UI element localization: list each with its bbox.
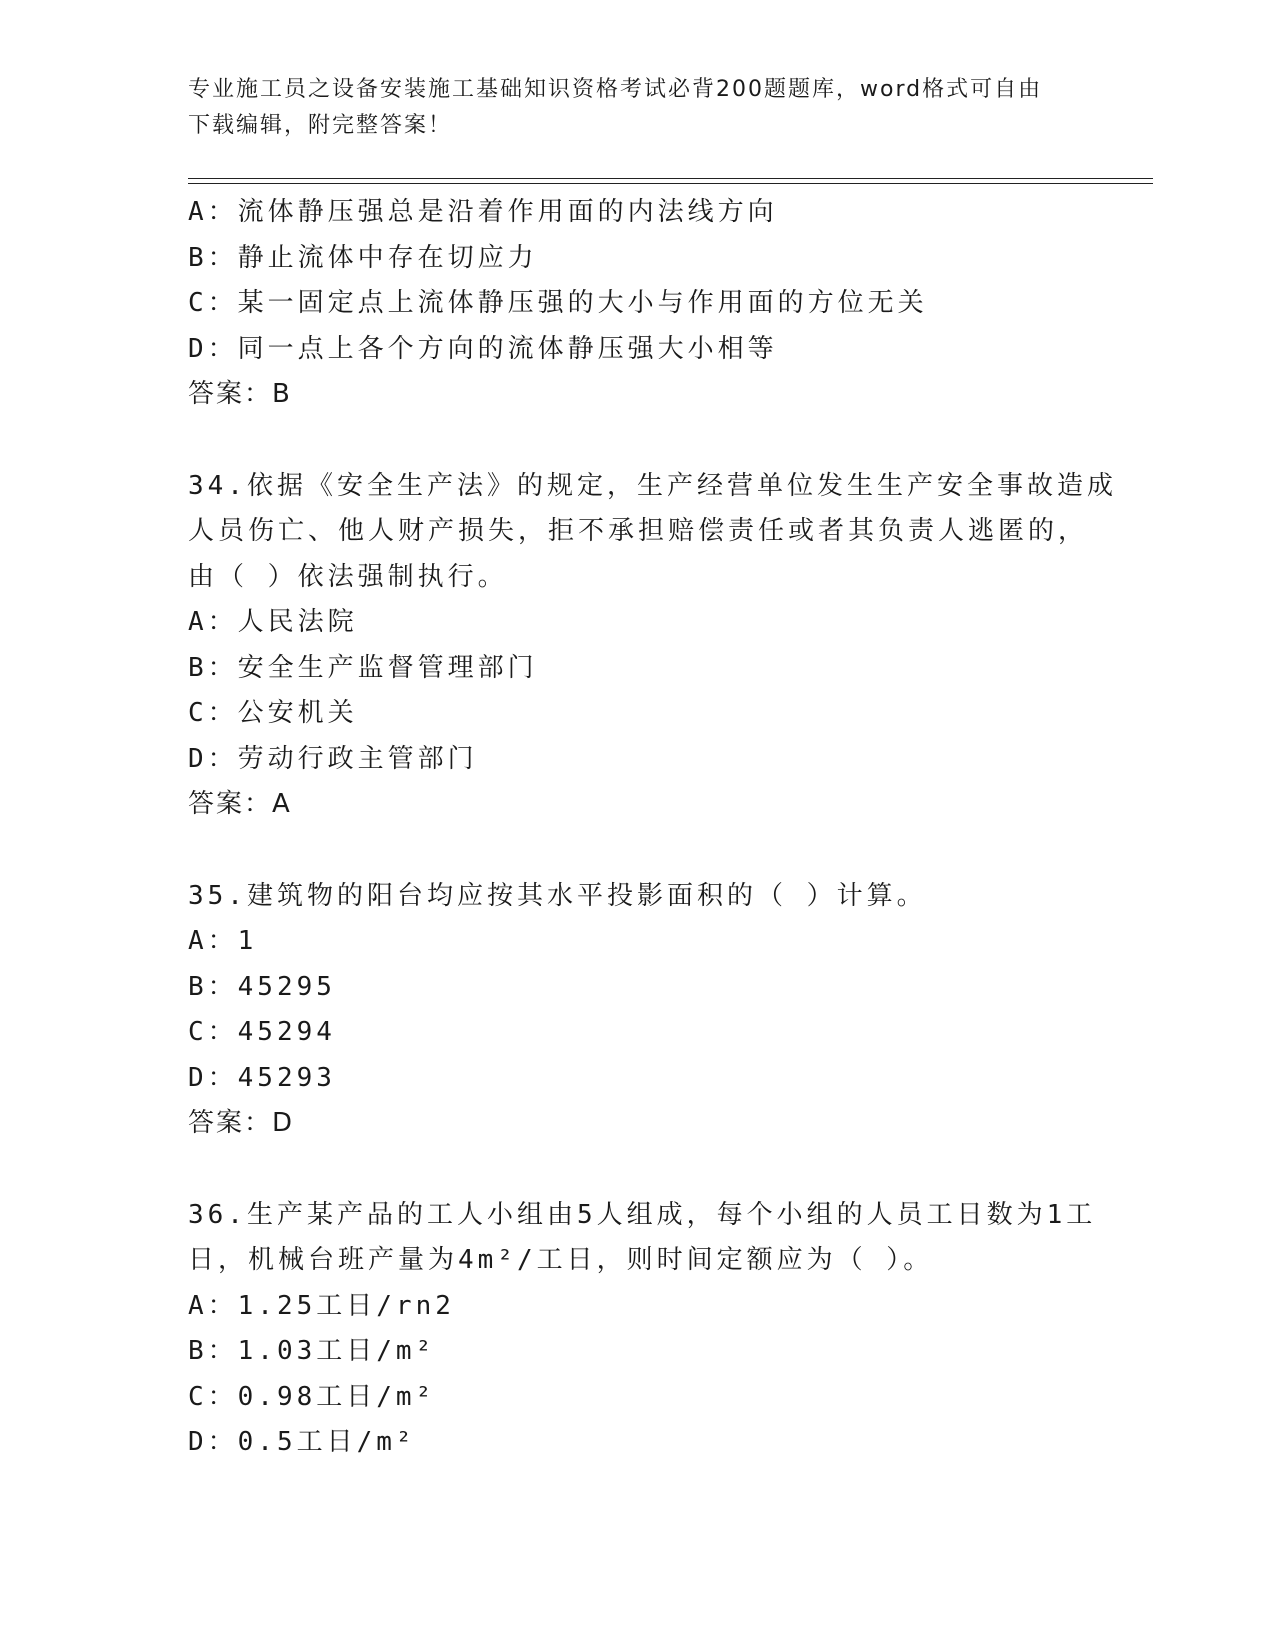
question-35	[188, 874, 1088, 1147]
option-d: D：45293	[188, 1062, 336, 1093]
option-b: B：1.03工日/m²	[188, 1336, 436, 1366]
question-34	[188, 464, 1117, 828]
option-c: C：公安机关	[188, 698, 358, 728]
option-d: D：劳动行政主管部门	[188, 743, 478, 774]
question-stem-line: 日，机械台班产量为4m²/工日，则时间定额应为（ ）。	[188, 1245, 934, 1275]
document-body	[188, 190, 1117, 1466]
option-b: B：45295	[188, 971, 336, 1002]
option-a: A：人民法院	[188, 607, 358, 637]
option-d: D：同一点上各个方向的流体静压强大小相等	[188, 333, 778, 364]
option-a: A：流体静压强总是沿着作用面的内法线方向	[188, 197, 778, 227]
question-stem-line: 36.生产某产品的工人小组由5人组成，每个小组的人员工日数为1工	[188, 1199, 1097, 1230]
question-stem-line: 人员伤亡、他人财产损失，拒不承担赔偿责任或者其负责人逃匿的，	[188, 516, 1089, 546]
option-c: C：45294	[188, 1017, 336, 1047]
option-b: B：安全生产监督管理部门	[188, 652, 538, 683]
header-line-2: 下载编辑，附完整答案！	[188, 113, 453, 138]
question-33-continued	[188, 190, 1088, 418]
option-d: D：0.5工日/m²	[188, 1427, 416, 1457]
option-b: B：静止流体中存在切应力	[188, 242, 538, 273]
page-header	[188, 72, 1068, 144]
question-36	[188, 1193, 1097, 1466]
header-divider	[188, 178, 1153, 184]
option-a: A：1	[188, 926, 258, 956]
header-line-1: 专业施工员之设备安装施工基础知识资格考试必背200题题库，word格式可自由	[188, 77, 1043, 102]
option-c: C：某一固定点上流体静压强的大小与作用面的方位无关	[188, 288, 928, 318]
question-stem-line: 34.依据《安全生产法》的规定，生产经营单位发生生产安全事故造成	[188, 470, 1117, 501]
question-stem-line: 由（ ）依法强制执行。	[188, 561, 508, 592]
answer-line: 答案：B	[188, 379, 292, 409]
answer-line: 答案：A	[188, 789, 292, 819]
question-stem-line: 35.建筑物的阳台均应按其水平投影面积的（ ）计算。	[188, 880, 927, 911]
option-c: C：0.98工日/m²	[188, 1381, 436, 1412]
answer-line: 答案：D	[188, 1108, 295, 1138]
option-a: A：1.25工日/rn2	[188, 1290, 455, 1321]
